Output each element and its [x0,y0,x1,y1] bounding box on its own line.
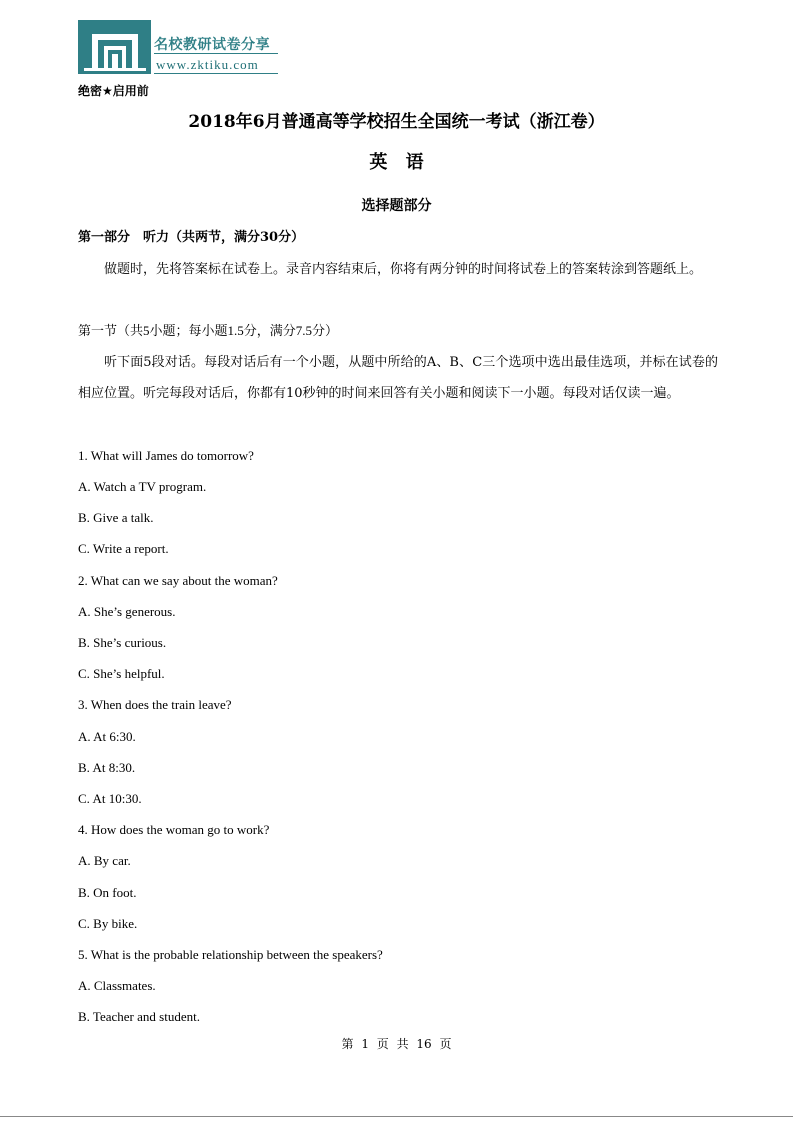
option: B. Teacher and student. [78,1009,200,1024]
logo-underline [154,73,278,74]
option: C. She’s helpful. [78,666,165,681]
subsection-heading: 第一节（共5小题；每小题1.5分，满分7.5分） [78,323,339,338]
option: B. On foot. [78,885,137,900]
question-1: 1. What will James do tomorrow? [78,448,254,463]
logo-url: www.zktiku.com [156,57,259,72]
option: B. Give a talk. [78,510,154,525]
intro-paragraph: 做题时，先将答案标在试卷上。录音内容结束后，你将有两分钟的时间将试卷上的答案转涂到答题纸上。 [104,262,703,277]
instructions-paragraph: 听下面5段对话。每段对话后有一个小题，从题中所给的A、B、C三个选项中选出最佳选项，并标在试卷的相应位置。听完每段对话后，你都有10秒钟的时间来回答有关小题和阅读下一小题。每段对话仅读一遍。 [78,355,718,401]
question-2: 2. What can we say about the woman? [78,573,278,588]
logo-name: 名校教研试卷分享 [154,37,270,53]
bottom-rule [0,1116,793,1117]
question-4: 4. How does the woman go to work? [78,822,270,837]
building-icon [78,20,151,74]
option: C. By bike. [78,916,138,931]
option: A. Classmates. [78,978,156,993]
exam-title: 2018年6月普通高等学校招生全国统一考试（浙江卷） [188,112,605,132]
option: B. She’s curious. [78,635,167,650]
page-footer: 第 1 页 共 16 页 [341,1037,452,1051]
subject-title: 英 语 [369,152,424,173]
part-heading: 第一部分 听力（共两节，满分30分） [78,230,305,245]
question-5: 5. What is the probable relationship between the speakers? [78,947,383,962]
option: C. Write a report. [78,541,169,556]
option: A. By car. [78,853,131,868]
confidential-label: 绝密★启用前 [78,84,149,98]
option: B. At 8:30. [78,760,136,775]
option: A. Watch a TV program. [78,479,207,494]
site-logo [78,20,288,76]
option: A. At 6:30. [78,729,136,744]
question-3: 3. When does the train leave? [78,697,232,712]
section-heading: 选择题部分 [361,198,432,214]
option: C. At 10:30. [78,791,142,806]
option: A. She’s generous. [78,604,176,619]
logo-emblem [78,20,151,74]
